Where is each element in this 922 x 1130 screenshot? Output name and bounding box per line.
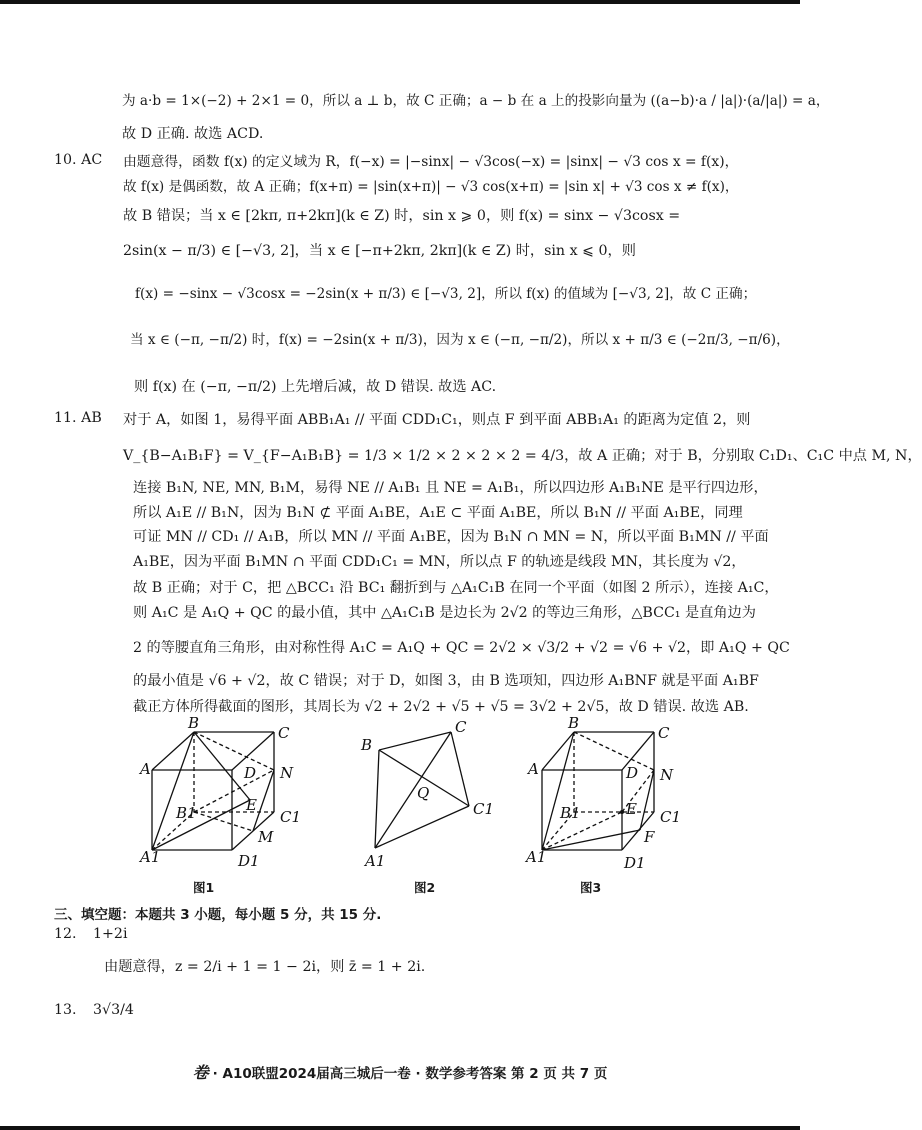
q11-line-5: 可证 MN // CD₁ // A₁B，所以 MN // 平面 A₁BE，因为 B₁N ∩ MN = N，所以平面 B₁MN // 平面: [133, 529, 769, 545]
q9-line-1: 为 a·b = 1×(−2) + 2×1 = 0，所以 a ⊥ b，故 C 正确；a − b 在 a 上的投影向量为 ((a−b)·a / |a|)·(a/|a|) = a，: [122, 93, 830, 109]
fig3-label-E: E: [626, 800, 637, 818]
figure-1: [140, 714, 310, 902]
fig2-label-C: C: [455, 718, 467, 736]
fig3-label-C1: C1: [660, 808, 682, 826]
fig3-label-D: D: [626, 764, 639, 782]
q10-line-5: f(x) = −sinx − √3cosx = −2sin(x + π/3) ∈ [−√3, 2]，所以 f(x) 的值域为 [−√3, 2]，故 C 正确；: [135, 286, 757, 302]
fig3-label-C: C: [658, 724, 670, 742]
q13-number: 13.: [54, 1002, 77, 1018]
figure-2: [355, 718, 495, 882]
publisher-logo: 卷: [192, 1063, 209, 1082]
fig1-label-A: A: [140, 760, 151, 778]
fig3-label-B1: B1: [560, 804, 581, 822]
q11-line-2: V_{B−A₁B₁F} = V_{F−A₁B₁B} = 1/3 × 1/2 × 2 × 2 × 2 = 4/3，故 A 正确；对于 B，分别取 C₁D₁、C₁C 中点 M, N，: [123, 448, 922, 464]
fig1-label-B1: B1: [176, 804, 197, 822]
fig3-label-D1: D1: [624, 854, 646, 872]
fig1-label-M: M: [258, 828, 274, 846]
fig1-label-B: B: [188, 714, 200, 732]
q10-number: 10. AC: [54, 152, 103, 168]
q11-line-9: 2 的等腰直角三角形，由对称性得 A₁C = A₁Q + QC = 2√2 × √3/2 + √2 = √6 + √2，即 A₁Q + QC: [133, 640, 790, 656]
fig3-label-A: A: [528, 760, 539, 778]
fig3-label-F: F: [644, 828, 655, 846]
q10-line-2: 故 f(x) 是偶函数，故 A 正确；f(x+π) = |sin(x+π)| − √3 cos(x+π) = |sin x| + √3 cos x ≠ f(x)，: [123, 179, 739, 195]
footer-text: · A10联盟2024届高三城后一卷 · 数学参考答案 第 2 页 共 7 页: [212, 1066, 608, 1082]
fig2-label-Q: Q: [417, 784, 430, 802]
page-footer: [0, 1060, 800, 1083]
top-border: [0, 0, 800, 4]
section-title: 三、填空题：本题共 3 小题，每小题 5 分，共 15 分.: [54, 907, 382, 923]
fig1-label-E: E: [246, 796, 257, 814]
q12-solution: 由题意得，z = 2/i + 1 = 1 − 2i，则 z̄ = 1 + 2i.: [104, 959, 426, 975]
fig1-label-C: C: [278, 724, 290, 742]
figure-3-caption: 图3: [580, 880, 602, 895]
fig2-label-C1: C1: [473, 800, 495, 818]
fig2-label-B: B: [361, 736, 373, 754]
fig1-label-D1: D1: [238, 852, 260, 870]
figure-1-caption: 图1: [193, 880, 215, 895]
q11-line-4: 所以 A₁E // B₁N，因为 B₁N ⊄ 平面 A₁BE，A₁E ⊂ 平面 A₁BE，所以 B₁N // 平面 A₁BE，同理: [133, 505, 743, 521]
figure-2-caption: 图2: [414, 880, 436, 895]
q10-line-4: 2sin(x − π/3) ∈ [−√3, 2]，当 x ∈ [−π+2kπ, 2kπ](k ∈ Z) 时，sin x ⩽ 0，则: [123, 243, 636, 259]
q11-line-6: A₁BE，因为平面 B₁MN ∩ 平面 CDD₁C₁ = MN，所以点 F 的轨迹是线段 MN，其长度为 √2，: [133, 554, 746, 570]
fig1-label-A1: A1: [140, 848, 161, 866]
q10-line-6: 当 x ∈ (−π, −π/2) 时，f(x) = −2sin(x + π/3)，因为 x ∈ (−π, −π/2)，所以 x + π/3 ∈ (−2π/3, −π/6)，: [130, 332, 790, 348]
fig1-label-C1: C1: [280, 808, 302, 826]
fig2-label-A1: A1: [365, 852, 386, 870]
fig1-label-N: N: [280, 764, 294, 782]
fig1-label-D: D: [244, 764, 257, 782]
q11-number: 11. AB: [54, 410, 102, 426]
bottom-border: [0, 1126, 800, 1130]
q11-line-10: 的最小值是 √6 + √2，故 C 错误；对于 D，如图 3，由 B 选项知，四边形 A₁BNF 就是平面 A₁BF: [133, 673, 759, 689]
q13-answer: 3√3/4: [93, 1002, 134, 1018]
q12-answer: 1+2i: [93, 926, 128, 942]
q12-number: 12.: [54, 926, 77, 942]
q10-line-3: 故 B 错误；当 x ∈ [2kπ, π+2kπ](k ∈ Z) 时，sin x ⩾ 0，则 f(x) = sinx − √3cosx =: [123, 208, 681, 224]
q11-line-3: 连接 B₁N, NE, MN, B₁M，易得 NE // A₁B₁ 且 NE = A₁B₁，所以四边形 A₁B₁NE 是平行四边形，: [133, 480, 768, 496]
q9-line-2: 故 D 正确. 故选 ACD.: [122, 126, 264, 142]
fig3-label-B: B: [568, 714, 580, 732]
figure-3: [520, 714, 690, 902]
q11-line-11: 截正方体所得截面的图形，其周长为 √2 + 2√2 + √5 + √5 = 3√2 + 2√5，故 D 错误. 故选 AB.: [133, 699, 749, 715]
fig3-label-A1: A1: [526, 848, 547, 866]
q11-line-8: 则 A₁C 是 A₁Q + QC 的最小值，其中 △A₁C₁B 是边长为 2√2 的等边三角形，△BCC₁ 是直角边为: [133, 605, 756, 621]
q11-line-1: 对于 A，如图 1，易得平面 ABB₁A₁ // 平面 CDD₁C₁，则点 F 到平面 ABB₁A₁ 的距离为定值 2，则: [123, 412, 751, 428]
q11-line-7: 故 B 正确；对于 C，把 △BCC₁ 沿 BC₁ 翻折到与 △A₁C₁B 在同一个平面（如图 2 所示），连接 A₁C，: [133, 580, 779, 596]
fig3-label-N: N: [660, 766, 674, 784]
q10-line-1: 由题意得，函数 f(x) 的定义域为 R，f(−x) = |−sinx| − √3cos(−x) = |sinx| − √3 cos x = f(x)，: [123, 154, 739, 170]
q10-line-7: 则 f(x) 在 (−π, −π/2) 上先增后减，故 D 错误. 故选 AC.: [134, 379, 497, 395]
